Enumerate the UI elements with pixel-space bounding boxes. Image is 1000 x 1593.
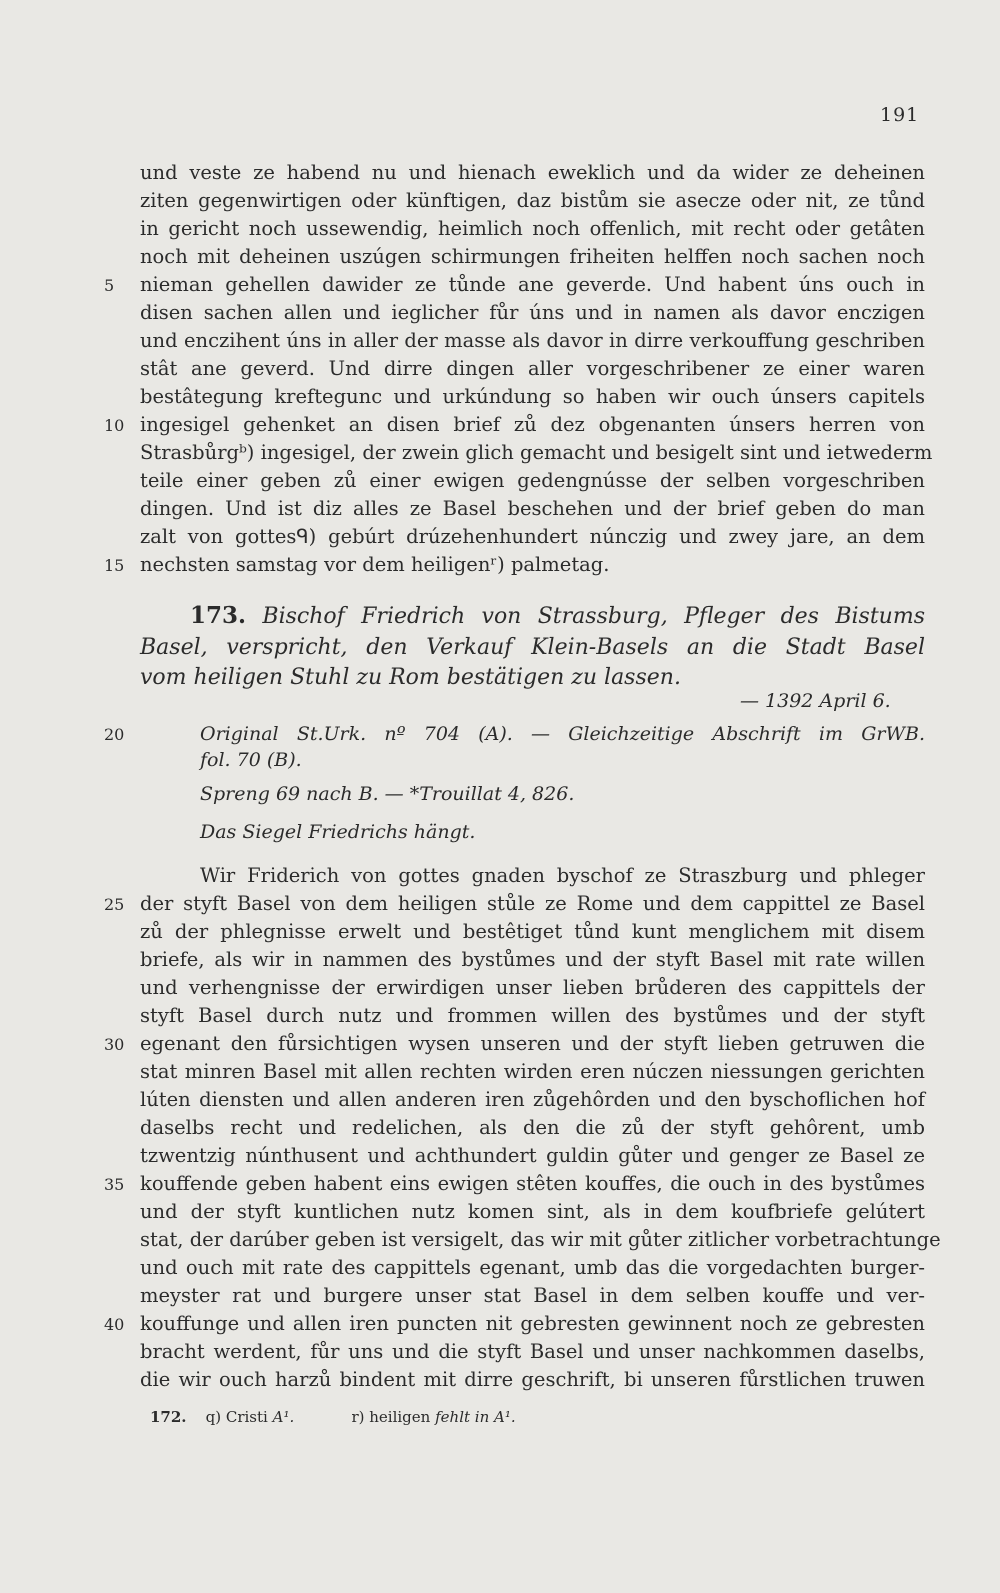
seal-note: Das Siegel Friedrichs hängt. <box>200 821 476 843</box>
text-line: und verhengnisse der erwirdigen unser lieben brůderen des cappittels der <box>140 976 925 999</box>
source-line: Spreng 69 nach B. — *Trouillat 4, 826. <box>200 783 575 805</box>
document-date: — 1392 April 6. <box>740 690 891 712</box>
text-line: zů der phlegnisse erwelt und bestêtiget tůnd kunt menglichem mit disem <box>140 920 925 943</box>
text-line: dingen. Und ist diz alles ze Basel beschehen und der brief geben do man <box>140 497 925 520</box>
text-line: lúten diensten und allen anderen iren zůgehôrden und den byschoflichen hof <box>140 1088 925 1111</box>
heading-text: Bischof Friedrich von Strassburg, Pfleger des Bistums <box>262 604 925 629</box>
text-line: tzwentzig núnthusent und achthundert guldin gůter und genger ze Basel ze <box>140 1144 925 1167</box>
text-line: stat, der darúber geben ist versigelt, das wir mit gůter zitlicher vorbetrachtunge <box>140 1228 941 1251</box>
text-line: nieman gehellen dawider ze tůnde ane geverde. Und habent úns ouch in <box>140 273 925 296</box>
text-line: Wir Friderich von gottes gnaden byschof ze Straszburg und phleger <box>200 864 925 887</box>
text-line: ziten gegenwirtigen oder künftigen, daz bistům sie asecze oder nit, ze tůnd <box>140 189 925 212</box>
text-line: und enczihent úns in aller der masse als davor in dirre verkouffung geschriben <box>140 329 925 352</box>
text-line: stat minren Basel mit allen rechten wirden eren núczen niessungen gerichten <box>140 1060 925 1083</box>
footnote-r-source: fehlt in A¹. <box>435 1408 516 1426</box>
source-line: fol. 70 (B). <box>200 749 302 771</box>
footnote-r: r) heiligen <box>351 1408 431 1426</box>
text-line: und ouch mit rate des cappittels egenant, umb das die vorgedachten burger- <box>140 1256 925 1279</box>
footnote-ref: 172. <box>150 1408 187 1426</box>
text-line: briefe, als wir in nammen des bystůmes und der styft Basel mit rate willen <box>140 948 925 971</box>
source-line: Original St.Urk. nº 704 (A). — Gleichzeitige Abschrift im GrWB. <box>200 723 925 745</box>
text-line: Strasbůrgᵇ) ingesigel, der zwein glich gemacht und besigelt sint und ietwederm <box>140 441 933 464</box>
text-line: stât ane geverd. Und dirre dingen aller vorgeschribener ze einer waren <box>140 357 925 380</box>
line-number: 20 <box>104 725 125 744</box>
text-line: der styft Basel von dem heiligen stůle ze Rome und dem cappittel ze Basel <box>140 892 925 915</box>
line-number: 10 <box>104 416 125 435</box>
text-line: bracht werdent, fůr uns und die styft Basel und unser nachkommen daselbs, <box>140 1340 925 1363</box>
text-line: bestâtegung kreftegunc und urkúndung so haben wir ouch únsers capitels <box>140 385 925 408</box>
text-line: teile einer geben zů einer ewigen gedengnússe der selben vorgeschriben <box>140 469 925 492</box>
text-line: kouffende geben habent eins ewigen stêten kouffes, die ouch in des bystůmes <box>140 1172 925 1195</box>
text-line: ingesigel gehenket an disen brief zů dez obgenanten únsers herren von <box>140 413 925 436</box>
text-line: daselbs recht und redelichen, als den die zů der styft gehôrent, umb <box>140 1116 925 1139</box>
document-number: 173. <box>190 602 247 629</box>
text-line: noch mit deheinen uszúgen schirmungen friheiten helffen noch sachen noch <box>140 245 925 268</box>
footnotes <box>150 1408 516 1426</box>
text-line: meyster rat und burgere unser stat Basel in dem selben kouffe und ver- <box>140 1284 925 1307</box>
text-line: styft Basel durch nutz und frommen willen des bystůmes und der styft <box>140 1004 925 1027</box>
text-line: und veste ze habend nu und hienach eweklich und da wider ze deheinen <box>140 161 925 184</box>
footnote-q: q) Cristi <box>205 1408 268 1426</box>
footnote-q-source: A¹. <box>272 1408 295 1426</box>
line-number: 30 <box>104 1035 125 1054</box>
line-number: 35 <box>104 1175 125 1194</box>
line-number: 40 <box>104 1315 125 1334</box>
heading-line: vom heiligen Stuhl zu Rom bestätigen zu lassen. <box>140 665 681 690</box>
text-line: egenant den fůrsichtigen wysen unseren und der styft lieben getruwen die <box>140 1032 925 1055</box>
text-line: in gericht noch ussewendig, heimlich noch offenlich, mit recht oder getâten <box>140 217 925 240</box>
text-line: kouffunge und allen iren puncten nit gebresten gewinnent noch ze gebresten <box>140 1312 925 1335</box>
heading-line <box>190 602 925 631</box>
line-number: 25 <box>104 895 125 914</box>
text-line: nechsten samstag vor dem heiligenʳ) palmetag. <box>140 553 610 576</box>
text-line: die wir ouch harzů bindent mit dirre geschrift, bi unseren fůrstlichen truwen <box>140 1368 925 1391</box>
page-number: 191 <box>880 104 920 126</box>
line-number: 5 <box>104 276 115 295</box>
text-line: zalt von gottesᑫ) gebúrt drúzehenhundert núnczig und zwey jare, an dem <box>140 525 925 548</box>
line-number: 15 <box>104 556 125 575</box>
text-line: disen sachen allen und ieglicher fůr úns und in namen als davor enczigen <box>140 301 925 324</box>
text-line: und der styft kuntlichen nutz komen sint, als in dem koufbriefe gelútert <box>140 1200 925 1223</box>
heading-line: Basel, verspricht, den Verkauf Klein-Basels an die Stadt Basel <box>140 635 925 660</box>
